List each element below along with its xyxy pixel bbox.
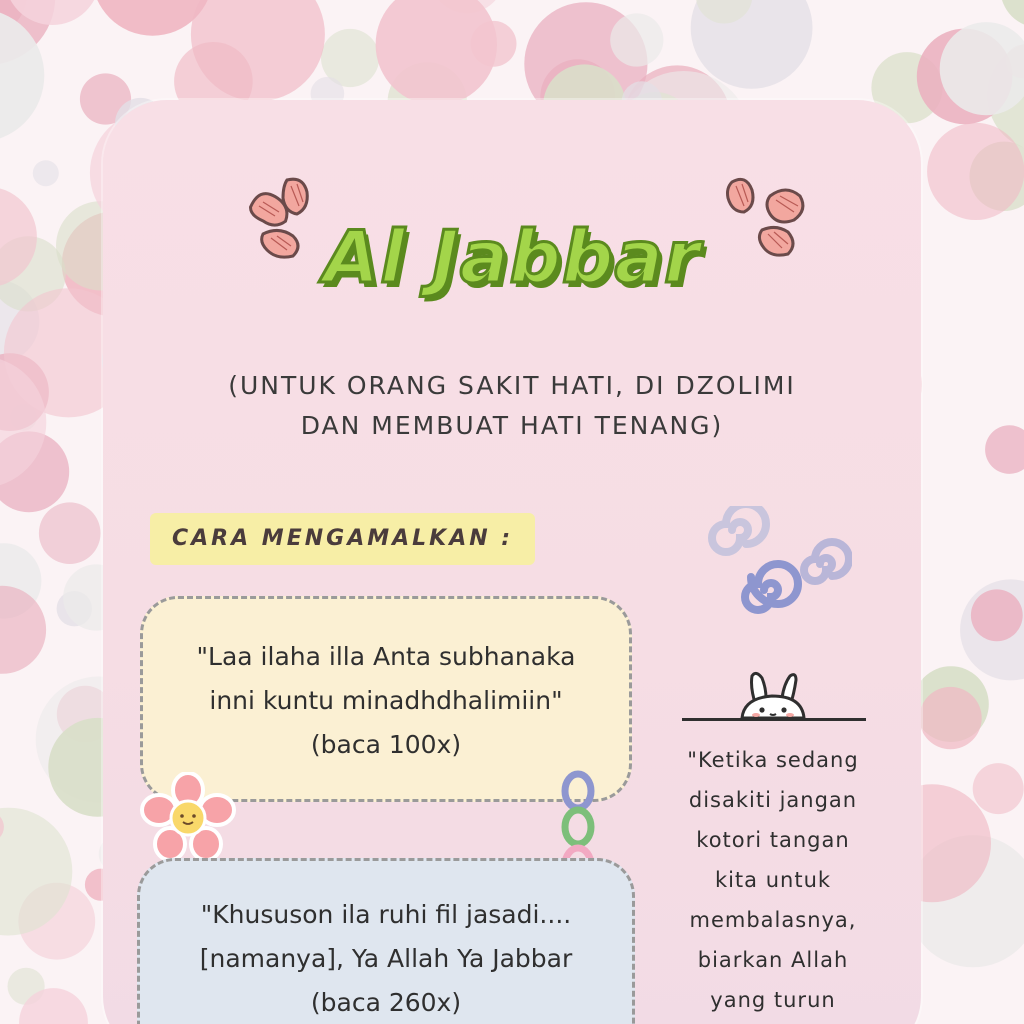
quote-line: disakiti jangan <box>688 788 858 812</box>
quote-line: "Ketika sedang <box>687 748 859 772</box>
quote-text <box>662 740 884 1020</box>
dhikr-line: "Khususon ila ruhi fil jasadi.... <box>200 900 572 929</box>
page-title: Al Jabbar <box>323 215 701 299</box>
flower-icon <box>140 772 236 866</box>
subtitle <box>190 366 834 446</box>
dhikr-line: inni kuntu minadhdhalimiin" <box>209 686 563 715</box>
quote-line: kita untuk <box>714 868 832 892</box>
quote-line: membalasnya, <box>689 908 857 932</box>
subtitle-line: DAN MEMBUAT HATI TENANG) <box>300 411 724 440</box>
dhikr-line: "Laa ilaha illa Anta subhanaka <box>196 642 576 671</box>
quote-line: kotori tangan <box>696 828 850 852</box>
dhikr-box-2 <box>137 858 635 1024</box>
quote-line: biarkan Allah <box>697 948 849 972</box>
section-label: CARA MENGAMALKAN : <box>150 513 535 565</box>
swirl-icon <box>702 506 852 628</box>
dhikr-line: [namanya], Ya Allah Ya Jabbar <box>199 944 573 973</box>
divider-line <box>682 718 866 721</box>
dhikr-count: (baca 100x) <box>310 730 462 759</box>
dhikr-count: (baca 260x) <box>310 988 462 1017</box>
bunny-peeking-icon <box>734 668 814 724</box>
subtitle-line: (UNTUK ORANG SAKIT HATI, DI DZOLIMI <box>228 371 796 400</box>
quote-line: yang turun <box>710 988 836 1012</box>
